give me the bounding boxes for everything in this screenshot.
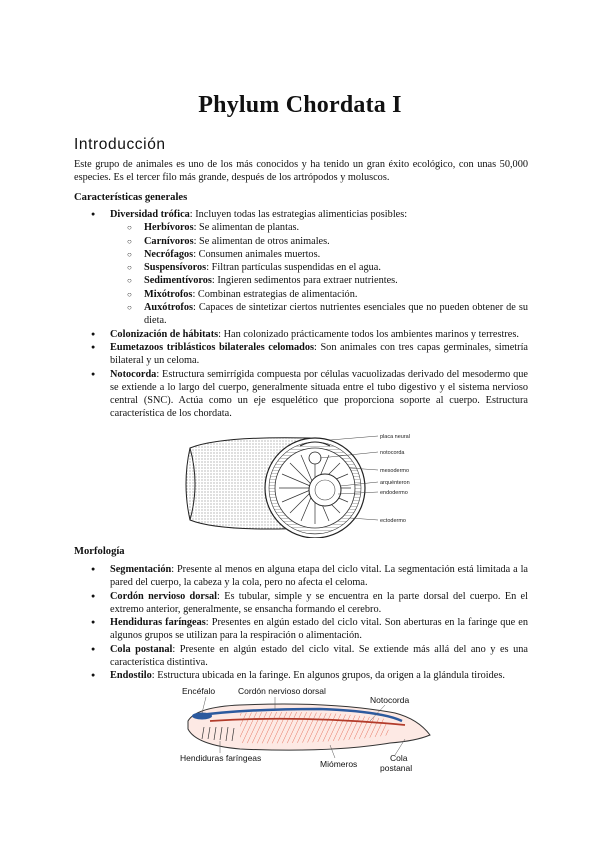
figure-label-miomeros: Miómeros — [320, 759, 358, 769]
list-item — [74, 341, 528, 368]
list-item — [74, 669, 528, 682]
list-item — [74, 328, 528, 341]
item-term: Suspensívoros — [144, 262, 207, 274]
figure-label: arquénteron — [380, 480, 410, 486]
morfologia-heading: Morfología — [74, 546, 125, 557]
item-text: : Son animales con tres capas germinales, simetría bilateral y un celoma. — [110, 341, 528, 367]
item-term: Endostilo — [110, 670, 152, 682]
list-item — [74, 208, 528, 328]
intro-paragraph: Este grupo de animales es uno de los más conocidos y ha tenido un gran éxito ecológico, con unas 50,000 especies. Es el tercer filo más grande, después de los artrópodos y moluscos. — [74, 159, 528, 184]
figure-label-cordon: Cordón nervioso dorsal — [238, 686, 326, 696]
item-term: Notocorda — [110, 368, 157, 380]
item-term: Eumetazoos triblásticos bilaterales celomados — [110, 341, 315, 353]
trophic-sublist — [74, 221, 528, 327]
sublist-item — [74, 261, 528, 274]
figure-label: endodermo — [380, 490, 408, 496]
item-text: : Ingieren sedimentos para extraer nutrientes. — [211, 275, 398, 287]
item-text: : Estructura ubicada en la faringe. En algunos grupos, da origen a la glándula tiroides. — [151, 670, 505, 682]
list-item — [74, 368, 528, 421]
item-term: Segmentación — [110, 564, 172, 575]
item-text: : Presente en algún estado del ciclo vital. Se extiende más allá del ano y es una característica distintiva. — [110, 643, 528, 669]
item-text: : Capaces de sintetizar ciertos nutrientes esenciales que no pueden obtener de su dieta. — [144, 302, 528, 327]
sublist-item — [74, 235, 528, 248]
intro-heading: Introducción — [74, 136, 166, 153]
caracteristicas-heading: Características generales — [74, 192, 188, 203]
item-text: : Filtran partículas suspendidas en el agua. — [206, 262, 381, 274]
item-term: Mixótrofos — [144, 288, 193, 300]
figure-label-notocorda: Notocorda — [370, 695, 410, 705]
item-term: Carnívoros — [144, 235, 194, 247]
item-text: : Presentes en algún estado del ciclo vital. Son aberturas en la faringe que en algunos grupos se utilizan para la respiración o alimentación. — [110, 617, 528, 642]
chordate-body-plan-figure — [180, 683, 435, 773]
item-text: : Estructura semirrígida compuesta por células vacuolizadas derivado del mesodermo que se extiende a lo largo del cuerpo, generalmente situada entre el tubo digestivo y el sistema nervioso central (SNC). Actúa como un eje esquelético que proporciona soporte al cuerpo. Estructura característica de los chordata. — [110, 368, 528, 420]
item-text: : Incluyen todas las estrategias alimenticias posibles: — [189, 209, 408, 220]
item-text: : Presente al menos en alguna etapa del ciclo vital. La segmentación está limitada a la pared del cuerpo, la cabeza y la cola, pero no afecta el celoma. — [110, 564, 528, 589]
item-text: : Es tubular, simple y se encuentra en la parte dorsal del cuerpo. En el extremo anterior, generalmente, se ensancha formando el cerebro. — [110, 590, 528, 615]
page-title: Phylum Chordata I — [198, 92, 402, 118]
caracteristicas-list — [74, 208, 528, 421]
figure-label: ectodermo — [380, 518, 406, 524]
figure-label-postanal: postanal — [380, 763, 413, 773]
item-text: : Han colonizado prácticamente todos los ambientes marinos y terrestres. — [218, 328, 519, 340]
sublist-item — [74, 288, 528, 301]
item-text: : Se alimentan de otros animales. — [193, 235, 330, 247]
item-term: Herbívoros — [144, 222, 194, 234]
sublist-item — [74, 221, 528, 234]
item-term: Colonización de hábitats — [110, 328, 219, 340]
figure-label: placa neural — [380, 434, 410, 440]
figure-label-cola: Cola — [390, 753, 408, 763]
figure-label-encefalo: Encéfalo — [182, 686, 216, 696]
sublist-item — [74, 301, 528, 328]
item-text: : Combinan estrategias de alimentación. — [192, 288, 358, 300]
list-item — [74, 563, 528, 590]
sublist-item — [74, 248, 528, 261]
list-item — [74, 616, 528, 643]
item-term: Necrófagos — [144, 248, 194, 260]
item-term: Sedimentívoros — [144, 275, 212, 287]
item-term: Auxótrofos — [144, 302, 194, 314]
item-term: Cordón nervioso dorsal — [110, 590, 218, 602]
figure-label: notocorda — [380, 450, 405, 456]
item-term: Diversidad trófica — [110, 209, 190, 220]
morfologia-list — [74, 563, 528, 683]
sublist-item — [74, 274, 528, 287]
list-item — [74, 643, 528, 670]
item-text: : Se alimentan de plantas. — [193, 222, 300, 234]
item-term: Cola postanal — [110, 643, 173, 655]
list-item — [74, 590, 528, 617]
figure-label: mesodermo — [380, 468, 410, 474]
item-text: : Consumen animales muertos. — [193, 248, 321, 260]
figure-label-hendiduras: Hendiduras faríngeas — [180, 753, 262, 763]
item-term: Hendiduras faríngeas — [110, 617, 206, 629]
embryo-cross-section-figure — [180, 428, 428, 538]
